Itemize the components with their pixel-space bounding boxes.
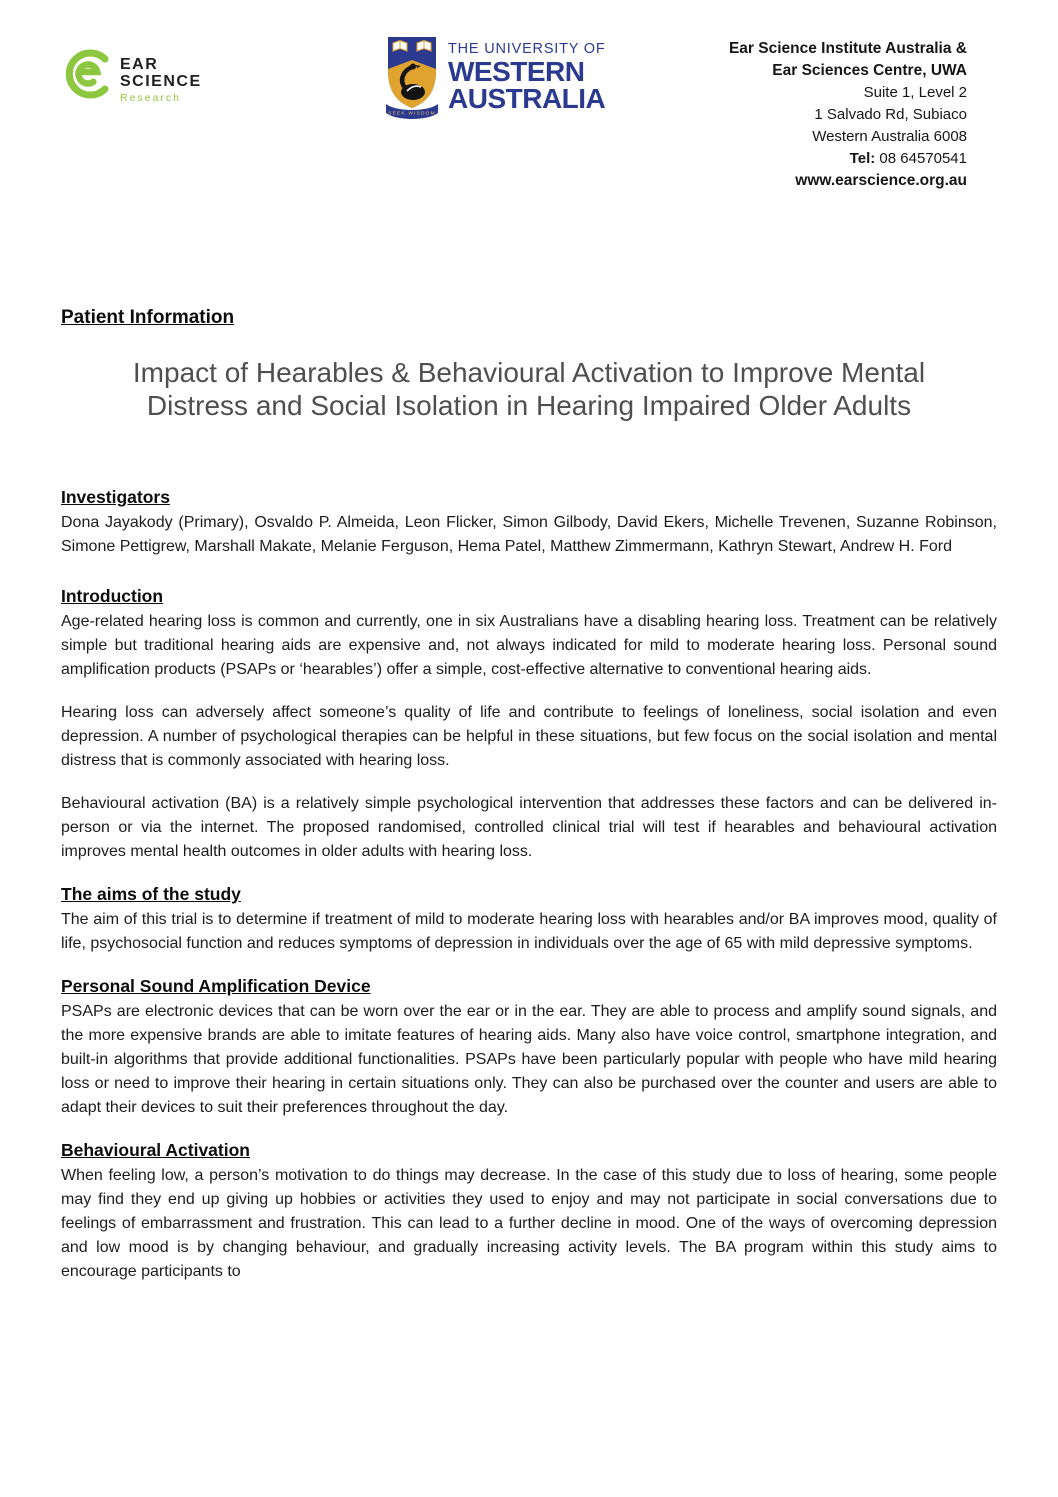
- section-heading-psap: Personal Sound Amplification Device: [61, 976, 371, 996]
- study-title-line2: Distress and Social Isolation in Hearing Impaired Older Adults: [146, 390, 912, 421]
- uwa-logo-line1: THE UNIVERSITY OF: [448, 41, 606, 57]
- doc-type-heading: Patient Information: [61, 307, 235, 328]
- ear-science-logo: [62, 42, 202, 106]
- uwa-logo-line3: AUSTRALIA: [448, 83, 606, 114]
- address-line1: Suite 1, Level 2: [863, 84, 967, 101]
- section-heading-introduction: Introduction: [61, 586, 164, 606]
- behavioural-activation-paragraph: When feeling low, a person’s motivation to do things may decrease. In the case of this study due to loss of hearing, some people may find they end up giving up hobbies or activities they used to enjoy and may not participate in social conversations due to feelings of embarrassment and frustration. This can lead to a further decline in mood. One of the ways of overcoming depression and low mood is by changing behaviour, and gradually increasing activity levels. The BA program within this study aims to encourage participants to: [61, 1167, 997, 1280]
- uwa-logo-text: [448, 40, 606, 112]
- ear-science-spiral-icon: [62, 42, 114, 106]
- telephone-label: Tel:: [849, 150, 876, 167]
- telephone-line: [729, 148, 967, 170]
- ear-science-logo-text: [120, 56, 202, 104]
- contact-block: [729, 38, 967, 192]
- introduction-paragraph-3: Behavioural activation (BA) is a relatively simple psychological intervention that addresses these factors and can be delivered in-person or via the internet. The proposed randomised, controlled clinical trial will test if hearables and behavioural activation improves mental health outcomes in older adults with hearing loss.: [61, 795, 997, 860]
- psap-paragraph: PSAPs are electronic devices that can be worn over the ear or in the ear. They are able to process and amplify sound signals, and the more expensive brands are able to imitate features of hearing aids. Many also have voice control, smartphone integration, and built-in algorithms that provide additional functionalities. PSAPs have been particularly popular with people who have mild hearing loss or need to improve their hearing in certain situations only. They can also be purchased over the counter and users are able to adapt their devices to suit their preferences throughout the day.: [61, 1003, 997, 1116]
- telephone-number: 08 64570541: [879, 150, 967, 167]
- section-investigators: [61, 486, 997, 559]
- section-heading-aims: The aims of the study: [61, 884, 241, 904]
- org-name-line2: Ear Sciences Centre, UWA: [772, 62, 967, 79]
- website-url: www.earscience.org.au: [795, 172, 967, 189]
- aims-paragraph: The aim of this trial is to determine if treatment of mild to moderate hearing loss with hearables and/or BA improves mood, quality of life, psychosocial function and reduces symptoms of depression in individuals over the age of 65 with mild depressive symptoms.: [61, 911, 997, 952]
- ear-science-logo-line3: Research: [120, 92, 181, 104]
- ear-science-logo-line2: SCIENCE: [120, 73, 202, 90]
- uwa-motto-text: SEEK WISDOM: [388, 111, 436, 117]
- section-heading-investigators: Investigators: [61, 487, 170, 507]
- org-name-line1: Ear Science Institute Australia &: [728, 40, 967, 57]
- section-aims: [61, 883, 997, 956]
- address-line2: 1 Salvado Rd, Subiaco: [814, 106, 967, 123]
- investigators-list: Dona Jayakody (Primary), Osvaldo P. Almeida, Leon Flicker, Simon Gilbody, David Ekers, Michelle Trevenen, Suzanne Robinson, Simone Pettigrew, Marshall Makate, Melanie Ferguson, Hema Patel, Matthew Zimmermann, Kathryn Stewart, Andrew H. Ford: [61, 514, 997, 555]
- section-psap: [61, 975, 997, 1120]
- section-introduction: [61, 585, 997, 864]
- section-behavioural-activation: [61, 1139, 997, 1284]
- section-heading-behavioural-activation: Behavioural Activation: [61, 1140, 250, 1160]
- uwa-logo: [385, 34, 606, 120]
- uwa-crest-icon: [385, 34, 439, 120]
- ear-science-logo-line1: EAR: [120, 56, 159, 73]
- study-title-line1: Impact of Hearables & Behavioural Activation to Improve Mental: [132, 357, 926, 388]
- address-line3: Western Australia 6008: [812, 128, 967, 145]
- letterhead: [0, 0, 1058, 200]
- introduction-paragraph-1: Age-related hearing loss is common and currently, one in six Australians have a disabling hearing loss. Treatment can be relatively simple but traditional hearing aids are expensive and, not always indicated for mild to moderate hearing loss. Personal sound amplification products (PSAPs or ‘hearables’) offer a simple, cost-effective alternative to conventional hearing aids.: [61, 613, 997, 678]
- introduction-paragraph-2: Hearing loss can adversely affect someone’s quality of life and contribute to feelings of loneliness, social isolation and even depression. A number of psychological therapies can be helpful in these situations, but few focus on the social isolation and mental distress that is commonly associated with hearing loss.: [61, 704, 997, 769]
- study-title: [61, 356, 997, 422]
- uwa-logo-line2: WESTERN: [448, 56, 585, 87]
